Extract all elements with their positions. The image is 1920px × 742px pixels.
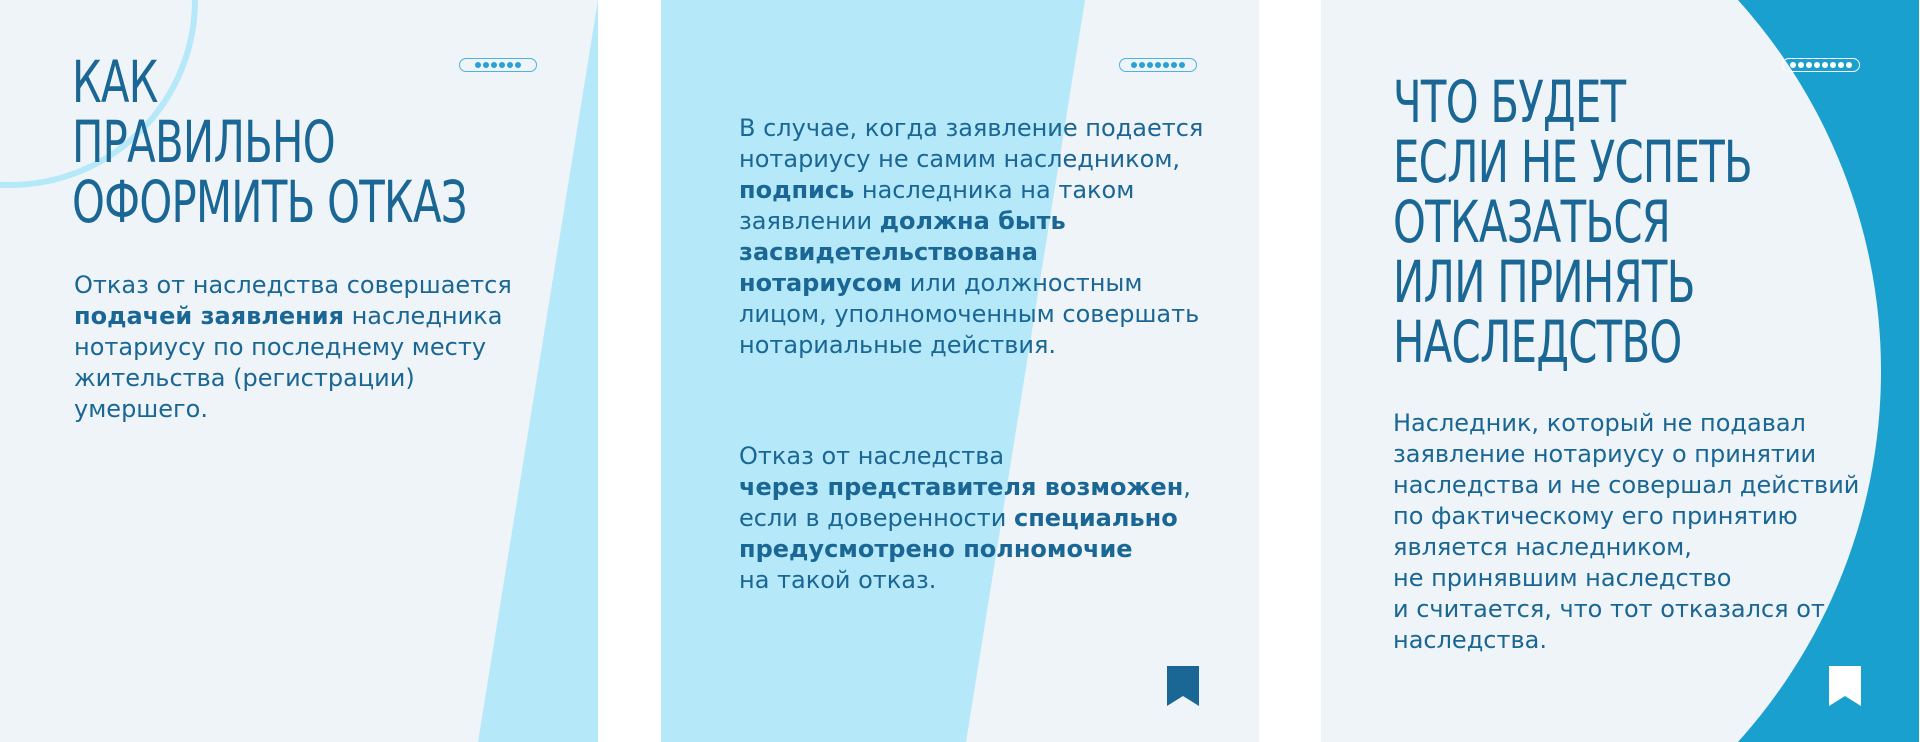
slide-body-text-2 [739, 441, 1209, 596]
pager-dot [515, 62, 521, 68]
pager-dot [507, 62, 513, 68]
pager-dot [1838, 62, 1844, 68]
pager-dot [1171, 62, 1177, 68]
emphasis-text: специально предусмотрено полномочие [739, 504, 1178, 563]
text-fragment: наследника нотариусу по последнему месту жительства (регистрации) умершего. [74, 302, 503, 423]
text-fragment: Наследник, который не подавал заявление нотариусу о принятии наследства и не совершал действий по фактическому его принятию является наследником, [1393, 409, 1860, 561]
slide-heading [1393, 68, 1752, 376]
heading-line: КАК [72, 48, 158, 116]
pager-dot [1163, 62, 1169, 68]
slide-card-2 [661, 0, 1259, 742]
text-fragment: В случае, когда заявление подается нотариусу не самим наследником, [739, 114, 1204, 173]
slide-pager [459, 58, 537, 72]
pager-dot [1155, 62, 1161, 68]
text-fragment: Отказ от наследства совершается [74, 271, 512, 299]
text-fragment: не принявшим наследство [1393, 564, 1732, 592]
pager-dot [475, 62, 481, 68]
emphasis-text: должна быть засвидетельствована нотариусом [739, 207, 1066, 297]
pager-dot [1179, 62, 1185, 68]
slide-heading [72, 48, 467, 236]
heading-line: НАСЛЕДСТВО [1393, 308, 1682, 376]
pager-dot [1139, 62, 1145, 68]
pager-dot [1798, 62, 1804, 68]
text-fragment: наследника на таком заявлении [739, 176, 1135, 235]
slide-pager [1119, 58, 1197, 72]
emphasis-text: подпись [739, 176, 855, 204]
pager-dot [1814, 62, 1820, 68]
text-fragment: Отказ от наследства [739, 442, 1005, 470]
heading-line: ОТКАЗАТЬСЯ [1393, 188, 1671, 256]
pager-dot [1806, 62, 1812, 68]
bookmark-icon[interactable] [1829, 666, 1861, 706]
emphasis-text: через представителя возможен [739, 473, 1184, 501]
slide-body-text [1393, 408, 1861, 656]
pager-dot [1846, 62, 1852, 68]
bookmark-icon[interactable] [1167, 666, 1199, 706]
slide-card-3 [1321, 0, 1919, 742]
light-blue-panel [661, 0, 1085, 742]
card-2-background-decoration [661, 0, 1259, 742]
emphasis-text: подачей заявления [74, 302, 344, 330]
pager-dot [483, 62, 489, 68]
pager-dot [1790, 62, 1796, 68]
slide-card-1 [0, 0, 598, 742]
pager-dot [1830, 62, 1836, 68]
text-fragment: и считается, что тот отказался от наследства. [1393, 595, 1825, 654]
pager-dot [1131, 62, 1137, 68]
text-fragment: на такой отказ. [739, 566, 937, 594]
heading-line: ИЛИ ПРИНЯТЬ [1393, 248, 1695, 316]
text-fragment: , если в доверенности [739, 473, 1191, 532]
text-fragment: или должностным лицом, уполномоченным совершать нотариальные действия. [739, 269, 1200, 359]
pager-dot [499, 62, 505, 68]
pager-dot [1147, 62, 1153, 68]
heading-line: ЕСЛИ НЕ УСПЕТЬ [1393, 128, 1752, 196]
slide-body-text-1 [739, 113, 1209, 361]
heading-line: ОФОРМИТЬ ОТКАЗ [72, 168, 467, 236]
heading-line: ЧТО БУДЕТ [1393, 68, 1626, 136]
heading-line: ПРАВИЛЬНО [72, 108, 335, 176]
pager-dot [1822, 62, 1828, 68]
slide-pager [1782, 58, 1860, 72]
pager-dot [491, 62, 497, 68]
slide-body-text [74, 270, 544, 425]
